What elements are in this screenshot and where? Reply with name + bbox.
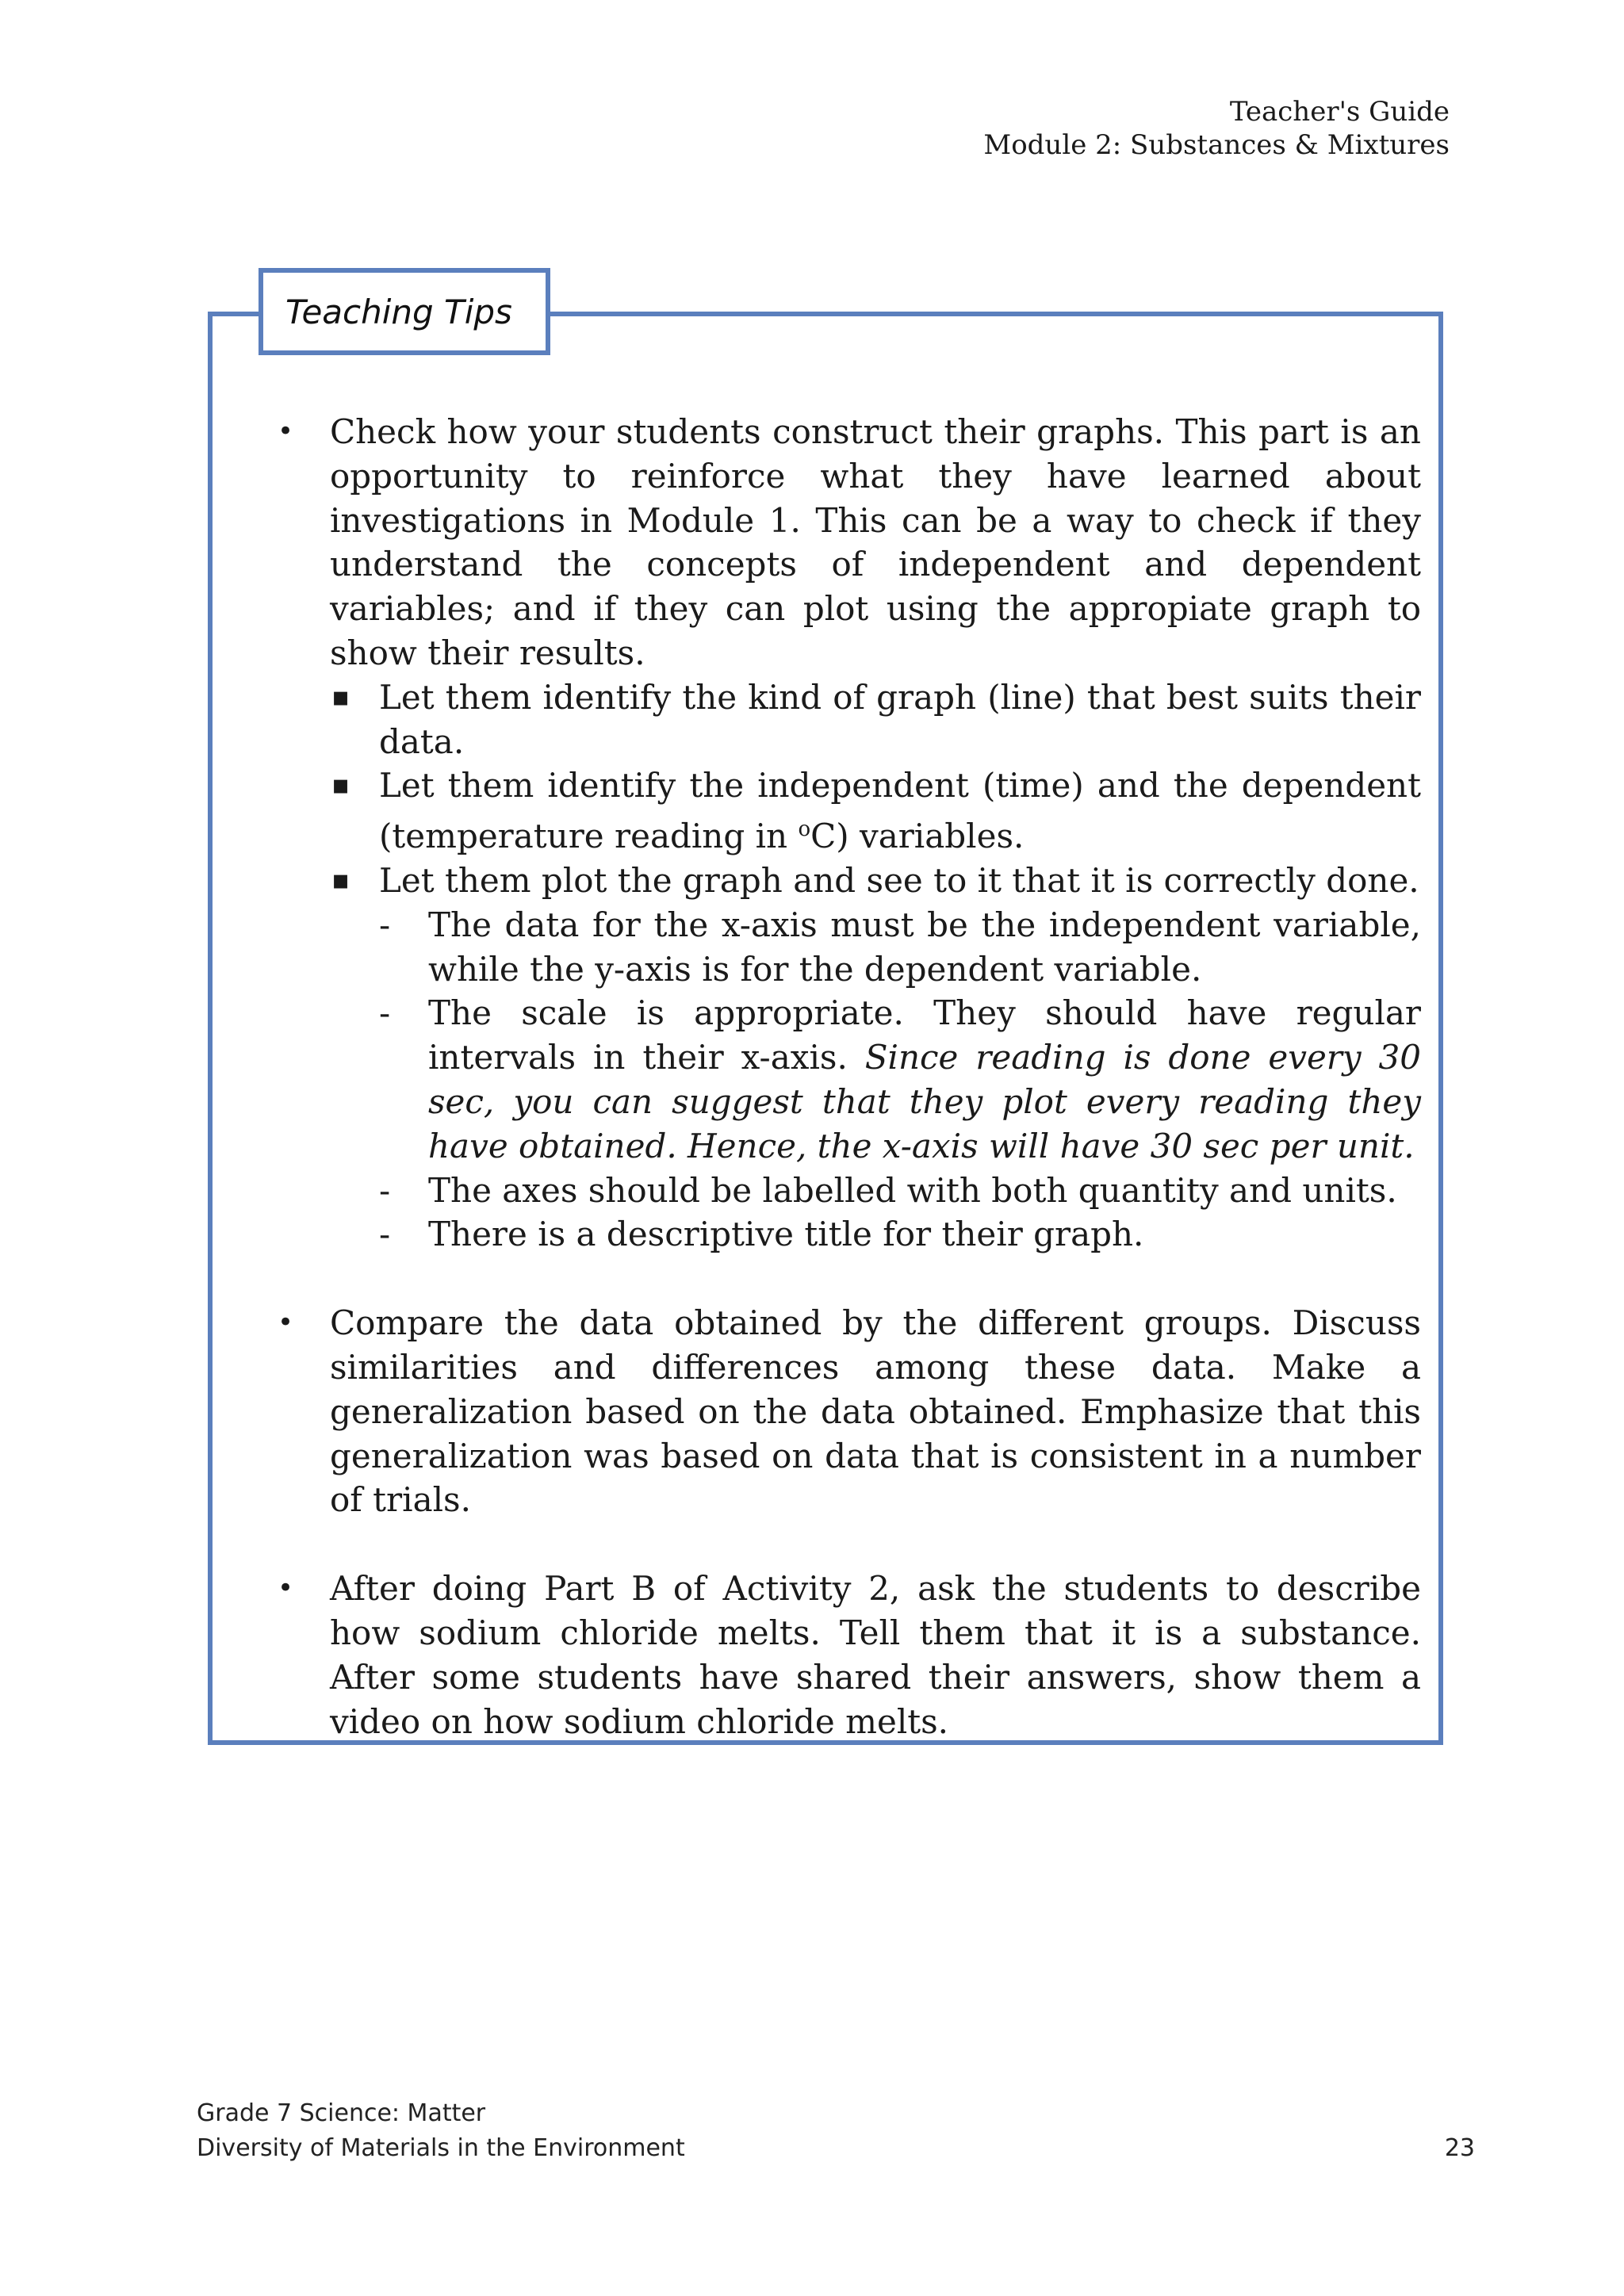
check-scale xyxy=(278,991,1421,1168)
subtip-text: Let them plot the graph and see to it that it is correctly done. xyxy=(379,860,1419,900)
tip-bullet-compare xyxy=(278,1301,1421,1522)
dash-marker: - xyxy=(379,993,391,1033)
check-text: The axes should be labelled with both quantity and units. xyxy=(428,1170,1397,1210)
italic-suggestion: Since reading is done every 30 sec, you can suggest that they plot every reading they have obtained. Hence, the x-axis will have 30 sec per unit. xyxy=(428,1038,1421,1165)
tip-bullet-graphs xyxy=(278,410,1421,675)
footer-course: Grade 7 Science: Matter xyxy=(197,2099,486,2127)
tip-text: Check how your students construct their graphs. This part is an opportunity to reinforce what they have learned about investigations in Module 1. This can be a way to check if they understand the concepts of independent and dependent variables; and if they can plot using the appropiate graph to show their results. xyxy=(330,412,1421,672)
bullet-marker: • xyxy=(278,1307,294,1339)
subtip-graph-kind xyxy=(278,675,1421,764)
check-xaxis xyxy=(278,903,1421,992)
bullet-marker: • xyxy=(278,415,294,447)
header-guide-title: Teacher's Guide xyxy=(1229,96,1450,128)
tip-text: Compare the data obtained by the different groups. Discuss similarities and differences among these data. Make a generalization based on the data obtained. Emphasize that this generalization was based on data that is consistent in a number of trials. xyxy=(330,1303,1421,1520)
check-axes-labels xyxy=(278,1169,1421,1213)
check-title xyxy=(278,1212,1421,1257)
dash-marker: - xyxy=(379,1170,391,1210)
header-module-title: Module 2: Substances & Mixtures xyxy=(983,129,1450,161)
check-text: The scale is appropriate. They should have regular intervals in their x-axis. Since reading is done every 30 sec, you can suggest that they plot every reading they have obtained. Hence, the x-axis will have 30 sec per unit. xyxy=(428,993,1421,1165)
tip-bullet-sodium-chloride xyxy=(278,1567,1421,1743)
page-number: 23 xyxy=(1444,2134,1475,2162)
teaching-tips-title: Teaching Tips xyxy=(259,268,550,355)
degree-superscript: o xyxy=(798,817,811,842)
page-footer xyxy=(197,2096,1475,2166)
teaching-tips-content xyxy=(278,410,1421,1743)
tip-text: After doing Part B of Activity 2, ask the students to describe how sodium chloride melts. Tell them that it is a substance. After some students have shared their answers, show them a video on how sodium chloride melts. xyxy=(330,1569,1421,1741)
check-text: There is a descriptive title for their graph. xyxy=(428,1215,1144,1254)
square-marker: ▪ xyxy=(331,680,350,713)
check-text: The data for the x-axis must be the independent variable, while the y-axis is for the dependent variable. xyxy=(428,905,1421,989)
page-header xyxy=(983,95,1450,162)
footer-unit: Diversity of Materials in the Environment xyxy=(197,2134,685,2162)
subtip-text: Let them identify the independent (time) and the dependent (temperature reading in $^o$C) variables. xyxy=(379,766,1421,856)
square-marker: ▪ xyxy=(331,863,350,896)
dash-marker: - xyxy=(379,905,391,944)
dash-marker: - xyxy=(379,1215,391,1254)
subtip-plot xyxy=(278,859,1421,903)
bullet-marker: • xyxy=(278,1572,294,1605)
subtip-text: Let them identify the kind of graph (line) that best suits their data. xyxy=(379,677,1421,761)
subtip-variables xyxy=(278,763,1421,859)
square-marker: ▪ xyxy=(331,769,350,802)
